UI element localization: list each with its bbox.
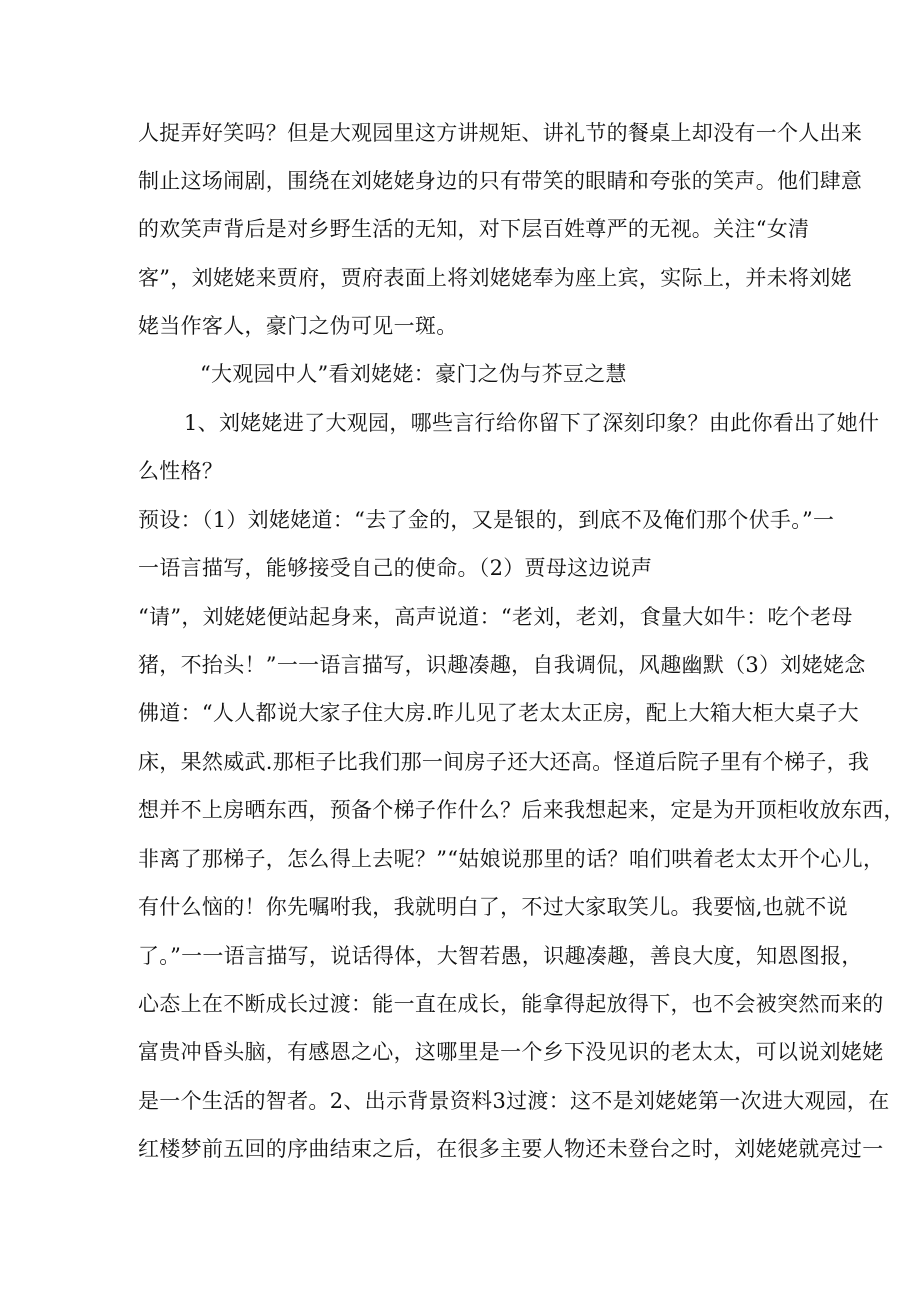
text-line: 1、刘姥姥进了大观园，哪些言行给你留下了深刻印象？由此你看出了她什 xyxy=(184,411,880,435)
text-line: 佛道：“人人都说大家子住大房.昨儿见了老太太正房，配上大箱大柜大桌子大 xyxy=(138,701,859,725)
text-line: 客”，刘姥姥来贾府，贾府表面上将刘姥姥奉为座上宾，实际上，并未将刘姥 xyxy=(138,266,852,290)
text-line: 的欢笑声背后是对乡野生活的无知，对下层百姓尊严的无视。关注“女清 xyxy=(138,217,810,241)
text-line: 红楼梦前五回的序曲结束之后，在很多主要人物还未登台之时，刘姥姥就亮过一 xyxy=(138,1137,884,1161)
text-line: 非离了那梯子，怎么得上去呢？”“姑娘说那里的话？咱们哄着老太太开个心儿， xyxy=(138,847,885,871)
text-line: 么性格？ xyxy=(138,459,224,483)
text-line: 心态上在不断成长过渡：能一直在成长，能拿得起放得下，也不会被突然而来的 xyxy=(138,992,884,1016)
text-line: 有什么恼的！你先嘱咐我，我就明白了，不过大家取笑儿。我要恼,也就不说 xyxy=(138,895,848,919)
text-line: 想并不上房晒东西，预备个梯子作什么？后来我想起来，定是为开顶柜收放东西， xyxy=(138,798,905,822)
text-line: 制止这场闹剧，围绕在刘姥姥身边的只有带笑的眼睛和夸张的笑声。他们肆意 xyxy=(138,169,863,193)
text-line: 猪，不抬头！”一一语言描写，识趣凑趣，自我调侃，风趣幽默（3）刘姥姥念 xyxy=(138,653,866,677)
text-line: 富贵冲昏头脑，有感恩之心，这哪里是一个乡下没见识的老太太，可以说刘姥姥 xyxy=(138,1040,884,1064)
text-line: 预设：（1）刘姥姥道：“去了金的，又是银的，到底不及俺们那个伏手。”一 xyxy=(138,508,835,532)
text-line: 姥当作客人，豪门之伪可见一斑。 xyxy=(138,314,458,338)
text-line: 一语言描写，能够接受自己的使命。（2）贾母这边说声 xyxy=(138,556,653,580)
text-line: 床，果然威武.那柜子比我们那一间房子还大还高。怪道后院子里有个梯子，我 xyxy=(138,750,870,774)
section-heading: “大观园中人”看刘姥姥：豪门之伪与芥豆之慧 xyxy=(200,362,627,386)
text-line: “请”，刘姥姥便站起身来，高声说道：“老刘，老刘，食量大如牛：吃个老母 xyxy=(138,605,853,629)
text-line: 了。”一一语言描写，说话得体，大智若愚，识趣凑趣，善良大度，知恩图报， xyxy=(138,944,863,968)
text-line: 人捉弄好笑吗？但是大观园里这方讲规矩、讲礼节的餐桌上却没有一个人出来 xyxy=(138,121,863,145)
text-line: 是一个生活的智者。2、出示背景资料3过渡：这不是刘姥姥第一次进大观园，在 xyxy=(138,1089,890,1113)
